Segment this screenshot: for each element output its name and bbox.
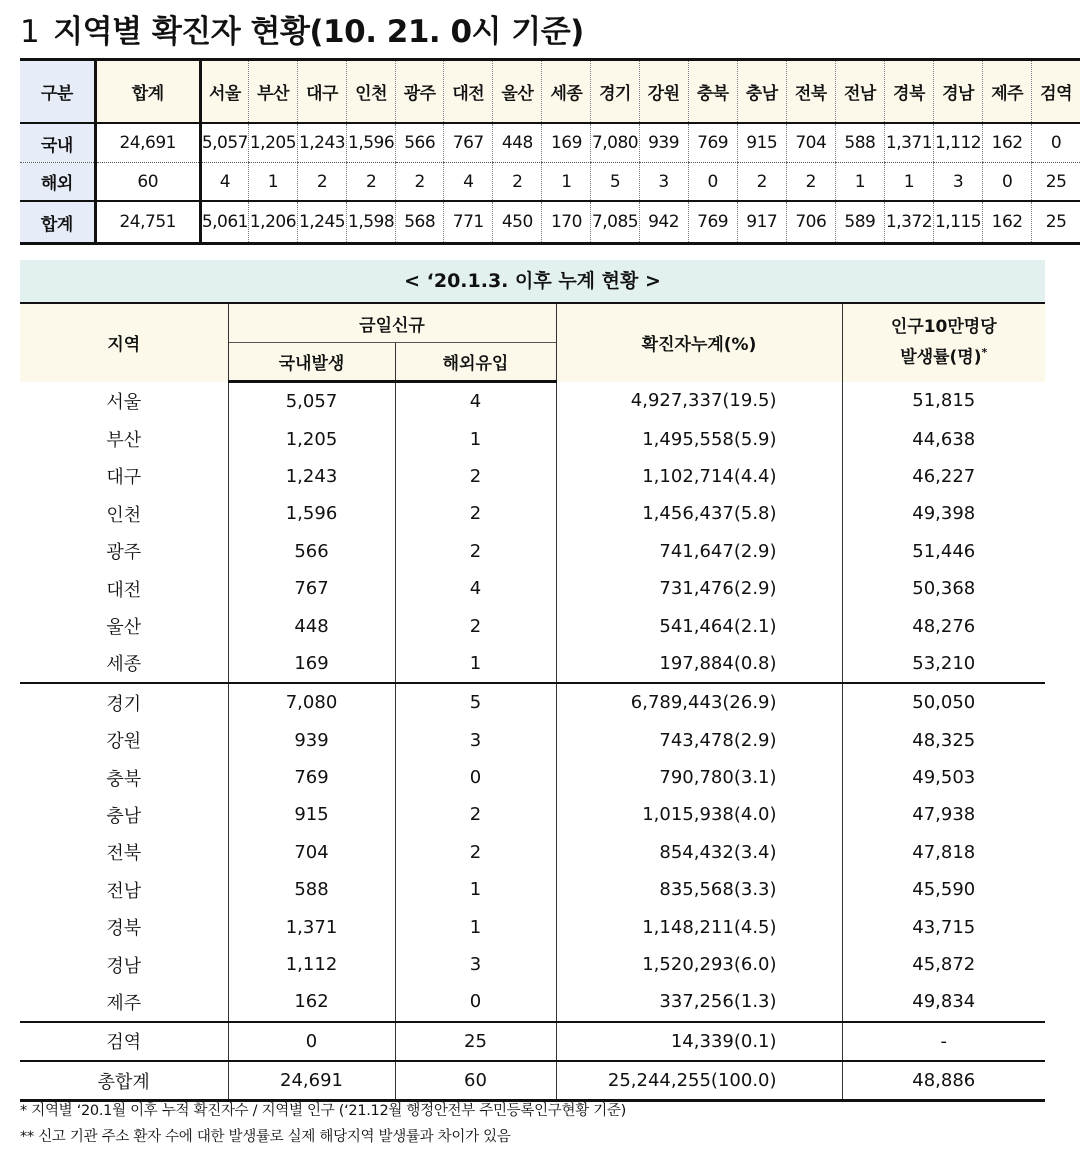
region-name: 강원 bbox=[106, 731, 142, 753]
summary-header-cell: 전남 bbox=[835, 60, 884, 124]
region-name: 경북 bbox=[106, 918, 142, 940]
summary-cell: 1,206 bbox=[248, 201, 297, 244]
region-name: 충남 bbox=[106, 805, 142, 827]
table-cell: 1,596 bbox=[228, 495, 395, 532]
table-cell: 1,456,437(5.8) bbox=[556, 495, 842, 532]
summary-cell: 170 bbox=[542, 201, 591, 244]
summary-header-cell: 울산 bbox=[493, 60, 542, 124]
summary-cell: 4 bbox=[444, 163, 493, 202]
table-cell: 541,464(2.1) bbox=[556, 607, 842, 644]
header-region: 지역 bbox=[20, 304, 228, 382]
header-rate-footnote-mark: * bbox=[981, 345, 988, 359]
summary-cell: 25 bbox=[1032, 201, 1080, 244]
table-cell: 5 bbox=[395, 683, 556, 721]
table-cell: 48,276 bbox=[842, 607, 1045, 644]
summary-header-cell: 인천 bbox=[347, 60, 396, 124]
summary-cell: 2 bbox=[347, 163, 396, 202]
summary-row-label: 해외 bbox=[20, 163, 95, 202]
summary-cell: 1,243 bbox=[297, 123, 346, 163]
table-cell: 3 bbox=[395, 946, 556, 983]
table-cell: 704 bbox=[228, 834, 395, 871]
table-cell: 51,815 bbox=[842, 382, 1045, 421]
summary-cell: 1,372 bbox=[884, 201, 933, 244]
summary-header-cell: 대구 bbox=[297, 60, 346, 124]
summary-row bbox=[20, 201, 1080, 244]
summary-row-label: 합계 bbox=[20, 201, 95, 244]
cumulative-caption: < ‘20.1.3. 이후 누계 현황 > bbox=[20, 260, 1045, 304]
summary-row-label: 국내 bbox=[20, 123, 95, 163]
region-name: 서울 bbox=[106, 391, 142, 413]
table-cell: 1,495,558(5.9) bbox=[556, 420, 842, 457]
summary-header-cell: 충북 bbox=[688, 60, 737, 124]
header-rate-line1: 인구10만명당 bbox=[890, 316, 997, 337]
table-cell: 767 bbox=[228, 570, 395, 607]
summary-cell: 769 bbox=[688, 123, 737, 163]
table-cell: 14,339(0.1) bbox=[556, 1022, 842, 1061]
table-cell: 162 bbox=[228, 983, 395, 1021]
table-cell: 45,872 bbox=[842, 946, 1045, 983]
table-cell: 915 bbox=[228, 796, 395, 833]
table-row bbox=[20, 871, 1045, 908]
summary-cell: 0 bbox=[688, 163, 737, 202]
summary-cell: 1 bbox=[835, 163, 884, 202]
table-row bbox=[20, 420, 1045, 457]
table-cell: 741,647(2.9) bbox=[556, 533, 842, 570]
table-cell: 1,102,714(4.4) bbox=[556, 458, 842, 495]
summary-cell: 0 bbox=[983, 163, 1032, 202]
table-cell: 743,478(2.9) bbox=[556, 722, 842, 759]
summary-cell: 25 bbox=[1032, 163, 1080, 202]
header-rate-line2: 발생률(명) bbox=[900, 347, 982, 368]
summary-cell: 771 bbox=[444, 201, 493, 244]
summary-header-cell: 제주 bbox=[983, 60, 1032, 124]
table-cell: 51,446 bbox=[842, 533, 1045, 570]
summary-cell: 1,115 bbox=[934, 201, 983, 244]
table-row bbox=[20, 495, 1045, 532]
table-cell: 1,148,211(4.5) bbox=[556, 908, 842, 945]
table-row bbox=[20, 1061, 1045, 1101]
summary-cell: 5,061 bbox=[200, 201, 248, 244]
table-cell: 53,210 bbox=[842, 645, 1045, 683]
summary-header-cell: 세종 bbox=[542, 60, 591, 124]
cumulative-section bbox=[20, 260, 1045, 1102]
table-row bbox=[20, 983, 1045, 1021]
region-name: 전남 bbox=[106, 880, 142, 902]
table-cell: 47,938 bbox=[842, 796, 1045, 833]
summary-cell: 3 bbox=[639, 163, 688, 202]
table-cell: 1,371 bbox=[228, 908, 395, 945]
header-domestic: 국내발생 bbox=[228, 343, 395, 382]
table-row bbox=[20, 796, 1045, 833]
summary-cell: 917 bbox=[737, 201, 786, 244]
summary-cell: 2 bbox=[396, 163, 444, 202]
summary-cell: 767 bbox=[444, 123, 493, 163]
table-cell: 1 bbox=[395, 420, 556, 457]
table-row bbox=[20, 722, 1045, 759]
table-row bbox=[20, 908, 1045, 945]
region-name: 경기 bbox=[106, 693, 142, 715]
summary-cell: 1 bbox=[542, 163, 591, 202]
table-row bbox=[20, 759, 1045, 796]
table-cell: 6,789,443(26.9) bbox=[556, 683, 842, 721]
header-incidence-rate bbox=[842, 304, 1045, 382]
table-cell: 0 bbox=[228, 1022, 395, 1061]
summary-header-cell: 강원 bbox=[639, 60, 688, 124]
summary-header-cell: 검역 bbox=[1032, 60, 1080, 124]
table-cell: 731,476(2.9) bbox=[556, 570, 842, 607]
table-cell: 7,080 bbox=[228, 683, 395, 721]
summary-header-cell: 충남 bbox=[737, 60, 786, 124]
regional-summary-table bbox=[20, 58, 1080, 245]
table-cell: 24,691 bbox=[228, 1061, 395, 1101]
summary-cell: 448 bbox=[493, 123, 542, 163]
summary-cell: 1 bbox=[884, 163, 933, 202]
summary-cell: 162 bbox=[983, 201, 1032, 244]
summary-cell: 1,371 bbox=[884, 123, 933, 163]
cumulative-table bbox=[20, 304, 1045, 1102]
table-cell: - bbox=[842, 1022, 1045, 1061]
section-number: 1 bbox=[20, 14, 40, 50]
table-cell: 4 bbox=[395, 570, 556, 607]
table-cell: 48,325 bbox=[842, 722, 1045, 759]
summary-cell: 939 bbox=[639, 123, 688, 163]
summary-cell: 7,080 bbox=[591, 123, 639, 163]
region-name: 대전 bbox=[106, 579, 142, 601]
summary-cell: 7,085 bbox=[591, 201, 639, 244]
table-cell: 1,520,293(6.0) bbox=[556, 946, 842, 983]
summary-cell: 706 bbox=[786, 201, 835, 244]
summary-header-cell: 대전 bbox=[444, 60, 493, 124]
table-row bbox=[20, 946, 1045, 983]
table-cell: 1 bbox=[395, 645, 556, 683]
table-cell: 48,886 bbox=[842, 1061, 1045, 1101]
summary-header-cell: 합계 bbox=[95, 60, 200, 124]
footnote-2: ** 신고 기관 주소 환자 수에 대한 발생률로 실제 해당지역 발생률과 차이가 있음 bbox=[20, 1129, 511, 1145]
summary-cell: 704 bbox=[786, 123, 835, 163]
summary-row bbox=[20, 163, 1080, 202]
summary-cell: 24,691 bbox=[95, 123, 200, 163]
table-row bbox=[20, 570, 1045, 607]
region-name: 울산 bbox=[106, 617, 142, 639]
summary-cell: 24,751 bbox=[95, 201, 200, 244]
table-cell: 2 bbox=[395, 533, 556, 570]
table-cell: 2 bbox=[395, 607, 556, 644]
table-cell: 45,590 bbox=[842, 871, 1045, 908]
table-cell: 588 bbox=[228, 871, 395, 908]
summary-cell: 942 bbox=[639, 201, 688, 244]
summary-cell: 1 bbox=[248, 163, 297, 202]
table-row bbox=[20, 458, 1045, 495]
table-row bbox=[20, 533, 1045, 570]
summary-row bbox=[20, 123, 1080, 163]
summary-cell: 2 bbox=[786, 163, 835, 202]
footnotes bbox=[20, 1098, 626, 1150]
region-name: 인천 bbox=[106, 504, 142, 526]
summary-header-cell: 서울 bbox=[200, 60, 248, 124]
table-cell: 49,503 bbox=[842, 759, 1045, 796]
table-row bbox=[20, 1022, 1045, 1061]
summary-header-cell: 부산 bbox=[248, 60, 297, 124]
table-cell: 49,398 bbox=[842, 495, 1045, 532]
summary-header-row bbox=[20, 60, 1080, 124]
region-name: 경남 bbox=[106, 955, 142, 977]
table-cell: 1 bbox=[395, 871, 556, 908]
summary-header-cell: 경남 bbox=[934, 60, 983, 124]
header-today-new: 금일신규 bbox=[228, 304, 556, 343]
region-name: 제주 bbox=[20, 983, 228, 1021]
summary-cell: 769 bbox=[688, 201, 737, 244]
table-cell: 4,927,337(19.5) bbox=[556, 382, 842, 421]
table-cell: 1,015,938(4.0) bbox=[556, 796, 842, 833]
table-cell: 25,244,255(100.0) bbox=[556, 1061, 842, 1101]
summary-cell: 2 bbox=[297, 163, 346, 202]
region-name: 전북 bbox=[106, 843, 142, 865]
header-overseas: 해외유입 bbox=[395, 343, 556, 382]
summary-cell: 3 bbox=[934, 163, 983, 202]
table-cell: 60 bbox=[395, 1061, 556, 1101]
table-cell: 2 bbox=[395, 796, 556, 833]
table-cell: 3 bbox=[395, 722, 556, 759]
table-cell: 50,368 bbox=[842, 570, 1045, 607]
page-title bbox=[20, 6, 584, 51]
table-cell: 337,256(1.3) bbox=[556, 983, 842, 1021]
summary-header-cell: 경북 bbox=[884, 60, 933, 124]
table-cell: 0 bbox=[395, 759, 556, 796]
summary-cell: 60 bbox=[95, 163, 200, 202]
header-total-cases: 확진자누계(%) bbox=[556, 304, 842, 382]
table-cell: 5,057 bbox=[228, 382, 395, 421]
summary-cell: 1,596 bbox=[347, 123, 396, 163]
table-row bbox=[20, 607, 1045, 644]
table-cell: 2 bbox=[395, 495, 556, 532]
table-cell: 197,884(0.8) bbox=[556, 645, 842, 683]
summary-header-cell: 광주 bbox=[396, 60, 444, 124]
table-row bbox=[20, 683, 1045, 721]
table-cell: 2 bbox=[395, 834, 556, 871]
summary-cell: 589 bbox=[835, 201, 884, 244]
region-name: 총합계 bbox=[20, 1061, 228, 1101]
table-cell: 44,638 bbox=[842, 420, 1045, 457]
summary-cell: 0 bbox=[1032, 123, 1080, 163]
summary-cell: 915 bbox=[737, 123, 786, 163]
table-cell: 448 bbox=[228, 607, 395, 644]
summary-cell: 566 bbox=[396, 123, 444, 163]
table-cell: 854,432(3.4) bbox=[556, 834, 842, 871]
table-cell: 0 bbox=[395, 983, 556, 1021]
summary-header-cell: 구분 bbox=[20, 60, 95, 124]
summary-cell: 169 bbox=[542, 123, 591, 163]
summary-cell: 1,112 bbox=[934, 123, 983, 163]
table-cell: 43,715 bbox=[842, 908, 1045, 945]
table-cell: 1,243 bbox=[228, 458, 395, 495]
summary-cell: 5 bbox=[591, 163, 639, 202]
summary-cell: 1,245 bbox=[297, 201, 346, 244]
summary-cell: 5,057 bbox=[200, 123, 248, 163]
summary-cell: 1,598 bbox=[347, 201, 396, 244]
table-row bbox=[20, 834, 1045, 871]
title-text: 지역별 확진자 현황(10. 21. 0시 기준) bbox=[53, 14, 584, 50]
table-cell: 1 bbox=[395, 908, 556, 945]
table-cell: 4 bbox=[395, 382, 556, 421]
summary-cell: 4 bbox=[200, 163, 248, 202]
region-name: 충북 bbox=[106, 768, 142, 790]
table-cell: 2 bbox=[395, 458, 556, 495]
summary-cell: 2 bbox=[493, 163, 542, 202]
summary-cell: 450 bbox=[493, 201, 542, 244]
region-name: 광주 bbox=[106, 542, 142, 564]
region-name: 대구 bbox=[106, 467, 142, 489]
table-row bbox=[20, 645, 1045, 683]
region-name: 세종 bbox=[20, 645, 228, 683]
table-cell: 50,050 bbox=[842, 683, 1045, 721]
table-cell: 566 bbox=[228, 533, 395, 570]
region-name: 부산 bbox=[106, 430, 142, 452]
summary-header-cell: 전북 bbox=[786, 60, 835, 124]
table-cell: 169 bbox=[228, 645, 395, 683]
region-name: 검역 bbox=[20, 1022, 228, 1061]
summary-header-cell: 경기 bbox=[591, 60, 639, 124]
summary-cell: 162 bbox=[983, 123, 1032, 163]
footnote-1: * 지역별 ‘20.1월 이후 누적 확진자수 / 지역별 인구 (‘21.12월 행정안전부 주민등록인구현황 기준) bbox=[20, 1103, 627, 1119]
table-cell: 790,780(3.1) bbox=[556, 759, 842, 796]
table-cell: 769 bbox=[228, 759, 395, 796]
table-cell: 1,205 bbox=[228, 420, 395, 457]
summary-cell: 2 bbox=[737, 163, 786, 202]
table-cell: 46,227 bbox=[842, 458, 1045, 495]
table-cell: 1,112 bbox=[228, 946, 395, 983]
summary-cell: 588 bbox=[835, 123, 884, 163]
table-row bbox=[20, 382, 1045, 421]
table-cell: 49,834 bbox=[842, 983, 1045, 1021]
summary-cell: 568 bbox=[396, 201, 444, 244]
table-cell: 47,818 bbox=[842, 834, 1045, 871]
summary-cell: 1,205 bbox=[248, 123, 297, 163]
table-cell: 25 bbox=[395, 1022, 556, 1061]
table-cell: 939 bbox=[228, 722, 395, 759]
table-cell: 835,568(3.3) bbox=[556, 871, 842, 908]
